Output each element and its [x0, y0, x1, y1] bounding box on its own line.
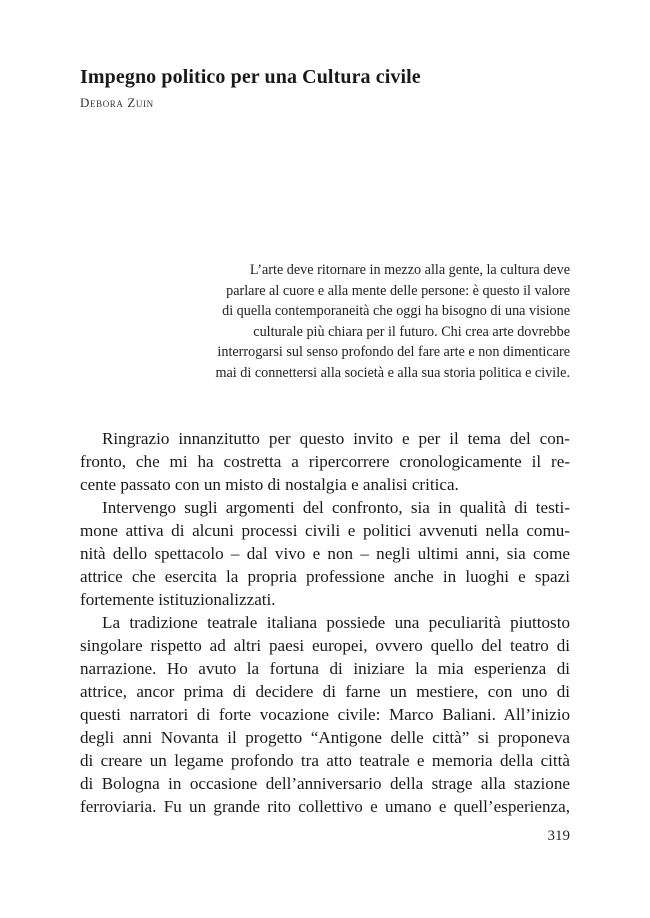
- epigraph-line: di quella contemporaneità che oggi ha bisogno di una visione: [222, 303, 570, 319]
- text-line: nità dello spettacolo – dal vivo e non – negli ultimi anni, sia come: [80, 544, 570, 563]
- text-line: mone attiva di alcuni processi civili e politici avvenuti nella comu-: [80, 521, 570, 540]
- text-line: cente passato con un misto di nostalgia e analisi critica.: [80, 475, 459, 494]
- article-title: Impegno politico per una Cultura civile: [80, 66, 421, 88]
- text-line: narrazione. Ho avuto la fortuna di iniziare la mia esperienza di: [80, 659, 570, 678]
- text-line: La tradizione teatrale italiana possiede una peculiarità piuttosto: [102, 613, 570, 632]
- body-paragraph-1: [80, 427, 570, 496]
- text-line: attrice, ancor prima di decidere di farne un mestiere, con uno di: [80, 682, 570, 701]
- epigraph-quote: [160, 260, 570, 383]
- epigraph-line: parlare al cuore e alla mente delle persone: è questo il valore: [226, 282, 570, 299]
- text-line: di Bologna in occasione dell’anniversario della strage alla stazione: [80, 774, 570, 793]
- text-line: ferroviaria. Fu un grande rito collettivo e umano e quell’esperienza,: [80, 797, 570, 816]
- body-paragraph-3: [80, 611, 570, 818]
- text-line: Intervengo sugli argomenti del confronto, sia in qualità di testi-: [102, 498, 570, 517]
- body-paragraph-2: [80, 496, 570, 611]
- page-number: 319: [547, 828, 570, 844]
- epigraph-line: L’arte deve ritornare in mezzo alla gente, la cultura deve: [249, 262, 570, 278]
- epigraph-line: mai di connettersi alla società e alla sua storia politica e civile.: [215, 364, 570, 381]
- text-line: fortemente istituzionalizzati.: [80, 590, 276, 609]
- text-line: questi narratori di forte vocazione civile: Marco Baliani. All’inizio: [80, 705, 570, 724]
- text-line: attrice che esercita la propria professione anche in luoghi e spazi: [80, 567, 570, 586]
- epigraph-line: interrogarsi sul senso profondo del fare arte e non dimenticare: [217, 344, 570, 360]
- article-body: [80, 427, 570, 818]
- text-line: Ringrazio innanzitutto per questo invito e per il tema del con-: [102, 429, 570, 448]
- article-author: Debora Zuin: [80, 95, 154, 110]
- text-line: singolare rispetto ad altri paesi europei, ovvero quello del teatro di: [80, 636, 570, 655]
- text-line: di creare un legame profondo tra atto teatrale e memoria della città: [80, 751, 570, 770]
- text-line: fronto, che mi ha costretta a ripercorrere cronologicamente il re-: [80, 452, 570, 471]
- epigraph-line: culturale più chiara per il futuro. Chi crea arte dovrebbe: [253, 323, 570, 340]
- text-line: degli anni Novanta il progetto “Antigone delle città” si proponeva: [80, 728, 570, 747]
